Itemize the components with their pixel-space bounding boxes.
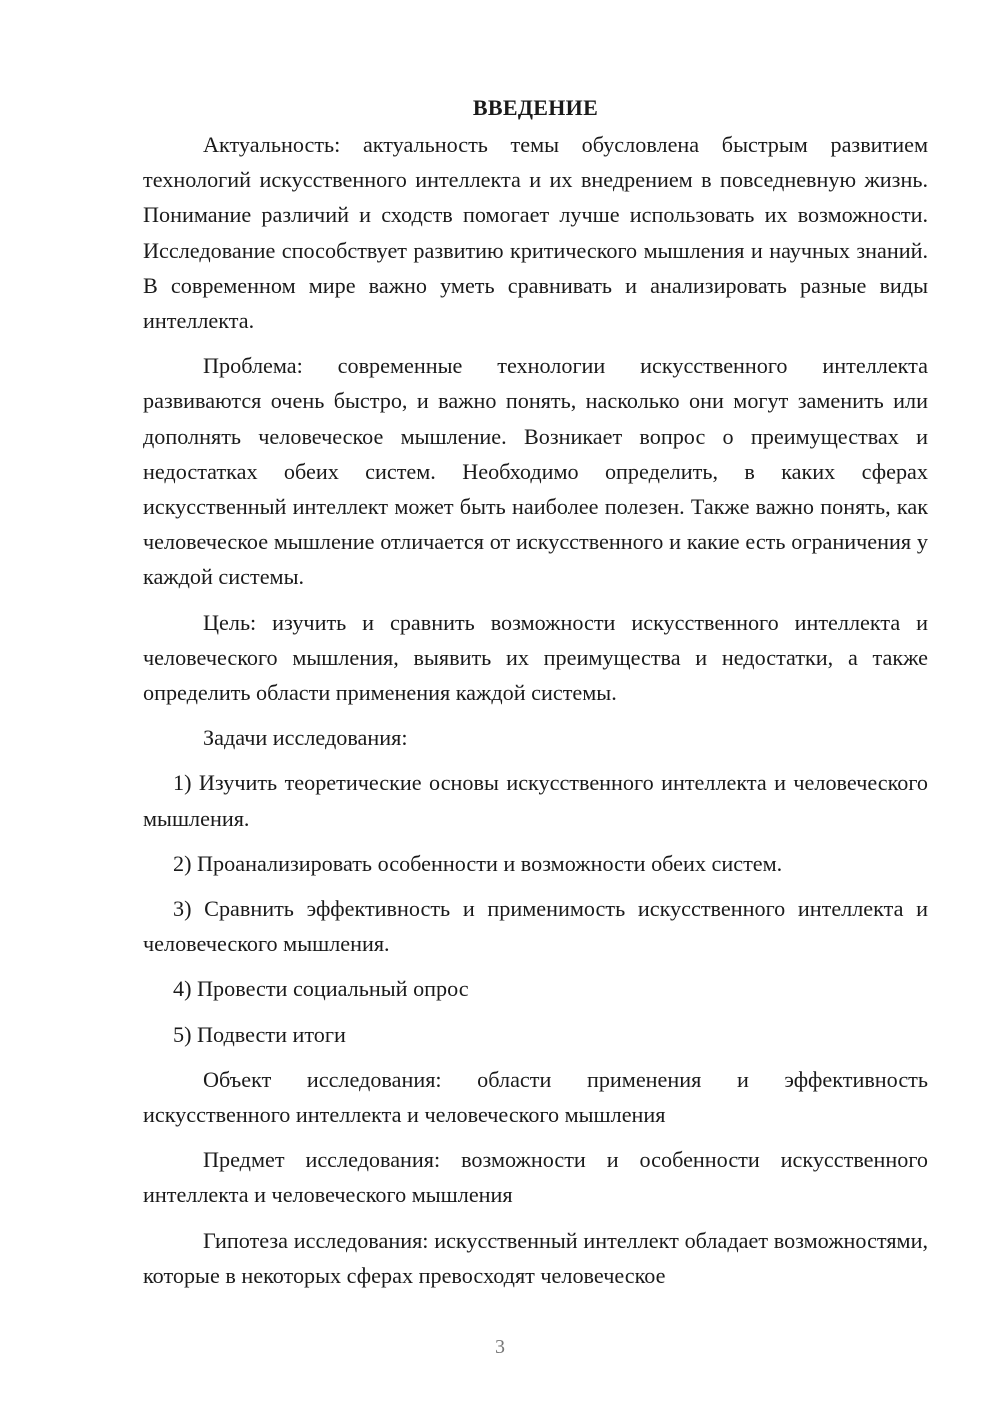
task-item: 5) Подвести итоги: [173, 1021, 346, 1047]
paragraph-object: Объект исследования: области применения и эффективность искусственного интеллекта и человеческого мышления: [143, 1066, 928, 1128]
task-item: 2) Проанализировать особенности и возможности обеих систем.: [173, 850, 783, 876]
task-item: 1) Изучить теоретические основы искусственного интеллекта и человеческого мышления.: [143, 770, 928, 831]
paragraph-problem: Проблема: современные технологии искусственного интеллекта развиваются очень быстро, и важно понять, насколько они могут заменить или дополнять человеческое мышление. Возникает вопрос о преимуществах и недостатках обеих систем. Необходимо определить, в каких сферах искусственный интеллект может быть наиболее полезен. Также важно понять, как человеческое мышление отличается от искусственного и какие есть ограничения у каждой системы.: [143, 353, 928, 590]
paragraph-relevance: Актуальность: актуальность темы обусловлена быстрым развитием технологий искусственного интеллекта и их внедрением в повседневную жизнь. Понимание различий и сходств помогает лучше использовать их возможности. Исследование способствует развитию критического мышления и научных знаний. В современном мире важно уметь сравнивать и анализировать разные виды интеллекта.: [143, 132, 928, 334]
task-item: 3) Сравнить эффективность и применимость искусственного интеллекта и человеческого мышления.: [143, 896, 928, 957]
tasks-heading: Задачи исследования:: [203, 725, 408, 751]
paragraph-hypothesis: Гипотеза исследования: искусственный интеллект обладает возможностями, которые в некоторых сферах превосходят человеческое: [143, 1227, 928, 1288]
page-title: ВВЕДЕНИЕ: [472, 95, 599, 120]
document-page: [143, 90, 928, 1303]
task-item: 4) Провести социальный опрос: [173, 976, 469, 1002]
page-number: 3: [495, 1336, 505, 1358]
paragraph-subject: Предмет исследования: возможности и особенности искусственного интеллекта и человеческого мышления: [143, 1147, 928, 1208]
paragraph-goal: Цель: изучить и сравнить возможности искусственного интеллекта и человеческого мышления, выявить их преимущества и недостатки, а также определить области применения каждой системы.: [143, 609, 928, 706]
